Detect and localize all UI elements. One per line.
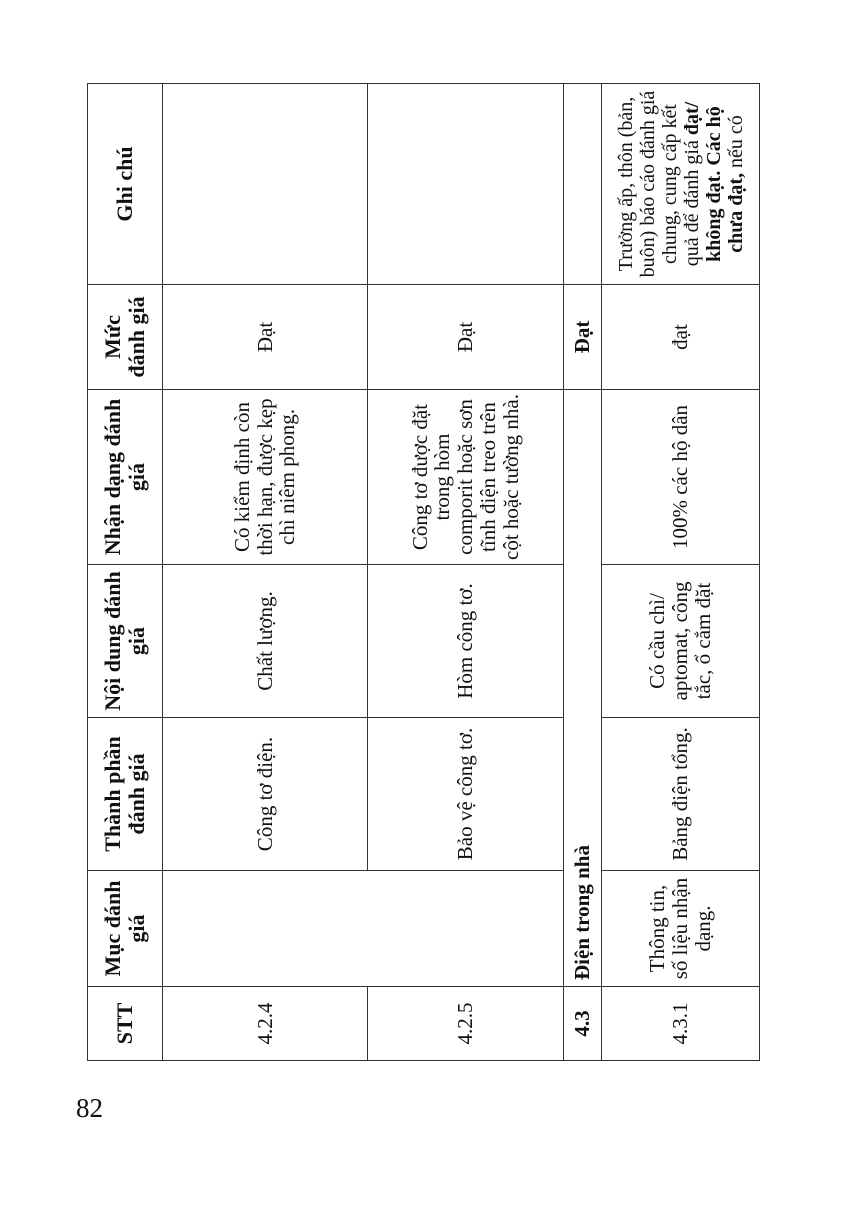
cell-muc-do: Đạt bbox=[163, 285, 368, 390]
page-number: 82 bbox=[76, 1093, 103, 1123]
section-stt: 4.3 bbox=[564, 987, 602, 1061]
cell-nhan-dang: Có kiểm định còn thời hạn, được kẹp chì niêm phong. bbox=[163, 390, 368, 565]
table-row bbox=[163, 84, 368, 1061]
header-row bbox=[88, 84, 163, 1061]
cell-nhan-dang: 100% các hộ dân bbox=[602, 390, 760, 565]
table-row bbox=[602, 84, 760, 1061]
rotated-table-container bbox=[87, 84, 759, 1061]
note-space bbox=[703, 166, 725, 171]
section-ghi-chu-empty bbox=[564, 84, 602, 285]
cell-thanh-phan: Bảo vệ công tơ. bbox=[368, 718, 564, 871]
header-stt: STT bbox=[88, 987, 163, 1061]
cell-muc-do: Đạt bbox=[368, 285, 564, 390]
cell-noi-dung: Có cầu chì/ aptomat, công tắc, ổ cắm đặt bbox=[602, 565, 760, 718]
cell-muc-do: đạt bbox=[602, 285, 760, 390]
evaluation-table bbox=[87, 83, 760, 1061]
header-muc-danh-gia: Mục đánh giá bbox=[88, 871, 163, 987]
cell-muc-empty bbox=[163, 871, 564, 987]
cell-nhan-dang: Công tơ được đặt trong hòm comporit hoặc sơn tĩnh điện treo trên cột hoặc tường nhà. bbox=[368, 390, 564, 565]
section-row bbox=[564, 84, 602, 1061]
cell-thanh-phan: Công tơ điện. bbox=[163, 718, 368, 871]
cell-noi-dung: Chất lượng. bbox=[163, 565, 368, 718]
cell-stt: 4.3.1 bbox=[602, 987, 760, 1061]
header-noi-dung: Nội dung đánh giá bbox=[88, 565, 163, 718]
header-thanh-phan: Thành phần đánh giá bbox=[88, 718, 163, 871]
note-text-2: nếu có bbox=[724, 115, 747, 173]
note-bold-2: Các hộ chưa đạt, bbox=[702, 106, 747, 253]
cell-ghi-chu bbox=[163, 84, 368, 285]
header-nhan-dang: Nhận dạng đánh giá bbox=[88, 390, 163, 565]
cell-thanh-phan: Bảng điện tổng. bbox=[602, 718, 760, 871]
cell-stt: 4.2.5 bbox=[368, 987, 564, 1061]
header-ghi-chu: Ghi chú bbox=[88, 84, 163, 285]
cell-muc: Thông tin, số liệu nhận dạng. bbox=[602, 871, 760, 987]
section-title: Điện trong nhà bbox=[564, 390, 602, 987]
section-muc-do: Đạt bbox=[564, 285, 602, 390]
cell-stt: 4.2.4 bbox=[163, 987, 368, 1061]
note-bold-1: đạt/ không đạt. bbox=[680, 101, 725, 262]
note-text-1: Trưởng ấp, thôn (bản, buôn) báo cáo đánh giá chung, cung cấp kết quả để đánh giá bbox=[614, 90, 703, 278]
cell-noi-dung: Hòm công tơ. bbox=[368, 565, 564, 718]
header-muc-do: Mức đánh giá bbox=[88, 285, 163, 390]
cell-ghi-chu bbox=[368, 84, 564, 285]
cell-ghi-chu bbox=[602, 84, 760, 285]
